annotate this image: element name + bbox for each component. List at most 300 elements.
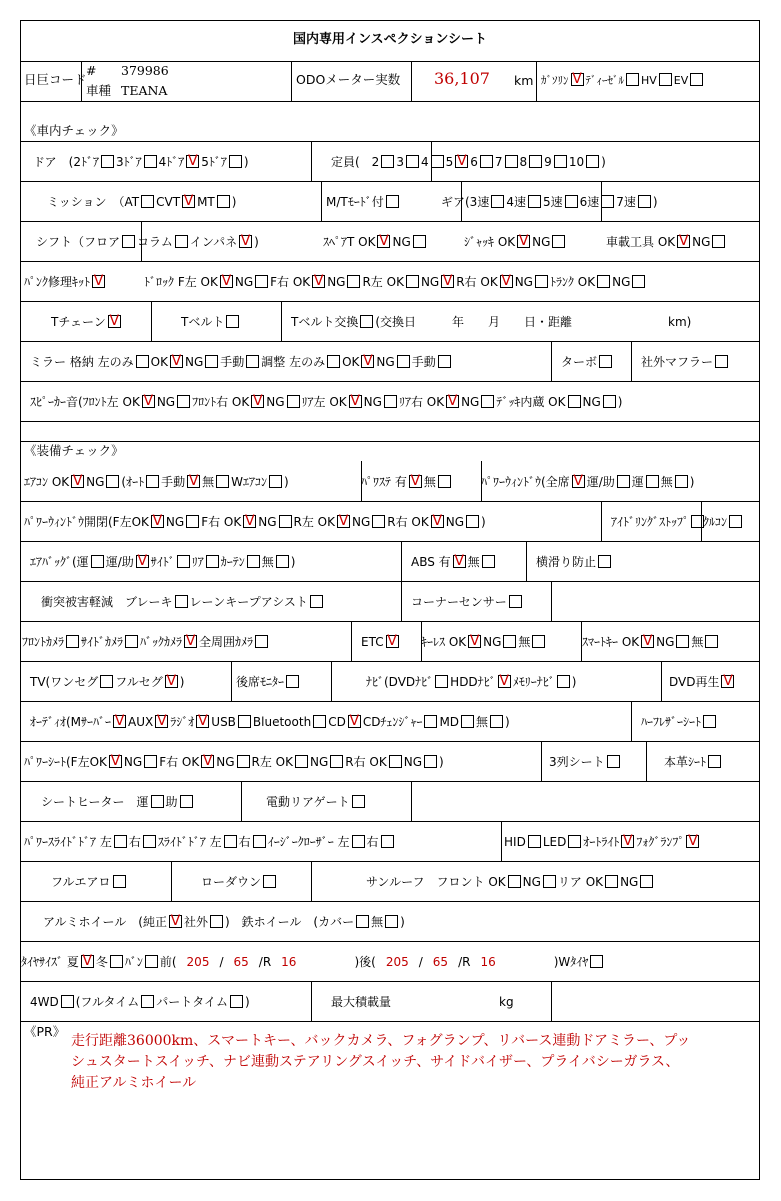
checkbox-checked[interactable]	[453, 555, 466, 568]
item-label: ｽﾋﾟｰｶｰ音(ﾌﾛﾝﾄ左 OK	[30, 395, 140, 409]
item-label: NG	[612, 275, 631, 289]
item-label: NG	[392, 235, 411, 249]
item-label: ｷｰﾚｽ OK	[421, 635, 467, 649]
checkbox[interactable]	[406, 155, 419, 168]
checkbox[interactable]	[568, 395, 581, 408]
checkbox[interactable]	[712, 235, 725, 248]
checkbox[interactable]	[253, 835, 266, 848]
checkbox[interactable]	[226, 315, 239, 328]
check-item	[41, 594, 325, 610]
item-label: OK	[342, 355, 360, 369]
item-label: 電動リアゲート	[266, 795, 350, 809]
item-label: レーンキープアシスト	[189, 595, 308, 609]
checkbox[interactable]	[532, 635, 545, 648]
check-item	[421, 634, 547, 650]
item-label: 無	[202, 475, 215, 489]
checkbox[interactable]	[229, 155, 242, 168]
item-label: パートタイム	[156, 995, 228, 1009]
checkbox[interactable]	[638, 195, 651, 208]
checkbox[interactable]	[352, 835, 365, 848]
checkbox[interactable]	[206, 555, 219, 568]
check-item	[361, 634, 401, 650]
check-item	[331, 994, 514, 1010]
checkbox[interactable]	[238, 715, 251, 728]
item-label: ｱｲﾄﾞﾘﾝｸﾞｽﾄｯﾌﾟ	[611, 515, 690, 529]
item-label: 5	[445, 155, 454, 169]
check-item	[266, 794, 367, 810]
row-divider	[21, 661, 759, 662]
checkbox[interactable]	[113, 875, 126, 888]
checkbox[interactable]	[607, 755, 620, 768]
checkbox-checked[interactable]	[165, 675, 178, 688]
item-label: 本革ｼｰﾄ	[664, 755, 707, 769]
checkbox-checked[interactable]	[498, 675, 511, 688]
checkbox[interactable]	[389, 755, 402, 768]
checkbox[interactable]	[144, 155, 157, 168]
row-divider	[21, 861, 759, 862]
checkbox-checked[interactable]	[409, 475, 422, 488]
model-label: 車種	[86, 83, 112, 98]
checkbox-checked[interactable]	[243, 515, 256, 528]
column-divider	[331, 661, 332, 701]
item-label: )	[245, 995, 250, 1009]
checkbox[interactable]	[263, 875, 276, 888]
checkbox[interactable]	[177, 395, 190, 408]
item-label: ﾃﾞｯｷ内蔵 OK	[496, 395, 566, 409]
item-label: ｲｰｼﾞｰｸﾛｰｻﾞｰ 左	[267, 835, 350, 849]
checkbox[interactable]	[675, 475, 688, 488]
checkbox[interactable]	[347, 275, 360, 288]
check-item	[331, 154, 606, 170]
checkbox[interactable]	[100, 675, 113, 688]
checkbox[interactable]	[481, 395, 494, 408]
checkbox[interactable]	[360, 315, 373, 328]
check-item	[323, 234, 428, 250]
checkbox-checked[interactable]	[251, 395, 264, 408]
checkbox[interactable]	[310, 595, 323, 608]
check-item	[464, 234, 567, 250]
checkbox-checked[interactable]	[187, 475, 200, 488]
item-label: NG	[461, 395, 480, 409]
checkbox[interactable]	[255, 635, 268, 648]
checkbox[interactable]	[552, 235, 565, 248]
checkbox[interactable]	[205, 355, 218, 368]
checkbox-checked[interactable]	[337, 515, 350, 528]
checkbox[interactable]	[330, 755, 343, 768]
checkbox-checked[interactable]	[571, 73, 584, 86]
fuel-option-label: ﾃﾞｨｰｾﾞﾙ	[585, 74, 624, 87]
checkbox[interactable]	[598, 555, 611, 568]
checkbox-checked[interactable]	[108, 315, 121, 328]
checkbox[interactable]	[313, 715, 326, 728]
checkbox[interactable]	[482, 555, 495, 568]
checkbox[interactable]	[61, 995, 74, 1008]
checkbox[interactable]	[435, 675, 448, 688]
checkbox[interactable]	[503, 635, 516, 648]
checkbox[interactable]	[505, 155, 518, 168]
checkbox-checked[interactable]	[721, 675, 734, 688]
checkbox[interactable]	[605, 875, 618, 888]
item-label: インパネ	[189, 235, 238, 249]
checkbox[interactable]	[705, 635, 718, 648]
checkbox[interactable]	[327, 355, 340, 368]
checkbox[interactable]	[715, 355, 728, 368]
checkbox[interactable]	[180, 795, 193, 808]
checkbox[interactable]	[175, 595, 188, 608]
item-label: NG	[656, 635, 675, 649]
checkbox[interactable]	[125, 635, 138, 648]
column-divider	[661, 661, 662, 701]
check-item	[47, 194, 236, 210]
checkbox-checked[interactable]	[182, 195, 195, 208]
checkbox[interactable]	[603, 395, 616, 408]
column-divider	[551, 581, 552, 621]
column-divider	[81, 61, 82, 101]
row-divider	[21, 941, 759, 942]
checkbox[interactable]	[554, 155, 567, 168]
checkbox-checked[interactable]	[81, 955, 94, 968]
check-item	[326, 194, 401, 210]
checkbox-checked[interactable]	[155, 715, 168, 728]
checkbox-checked[interactable]	[349, 395, 362, 408]
checkbox[interactable]	[66, 635, 79, 648]
item-label: 社外マフラー	[641, 355, 714, 369]
checkbox-checked[interactable]	[386, 635, 399, 648]
column-divider	[411, 781, 412, 821]
item-label: ｻｲﾄﾞ	[150, 555, 175, 569]
item-label: 5ﾄﾞｱ	[201, 155, 227, 169]
checkbox[interactable]	[640, 875, 653, 888]
checkbox[interactable]	[646, 475, 659, 488]
tire-size-value: 205	[186, 955, 210, 969]
row-divider	[21, 381, 759, 382]
item-label: )	[571, 675, 577, 689]
checkbox[interactable]	[703, 715, 716, 728]
checkbox-checked[interactable]	[136, 555, 149, 568]
checkbox-checked[interactable]	[641, 635, 654, 648]
checkbox[interactable]	[269, 475, 282, 488]
checkbox-checked[interactable]	[455, 155, 468, 168]
checkbox[interactable]	[210, 915, 223, 928]
checkbox[interactable]	[145, 955, 158, 968]
checkbox-checked[interactable]	[196, 715, 209, 728]
item-label: 右	[238, 835, 251, 849]
checkbox-checked[interactable]	[71, 475, 84, 488]
item-label: 全周囲ｶﾒﾗ	[199, 635, 254, 649]
checkbox[interactable]	[216, 475, 229, 488]
checkbox[interactable]	[247, 555, 260, 568]
checkbox-checked[interactable]	[142, 395, 155, 408]
checkbox[interactable]	[217, 195, 230, 208]
item-label: フルセグ	[115, 675, 163, 689]
item-label: 6	[470, 155, 478, 169]
checkbox[interactable]	[151, 795, 164, 808]
item-label: 手動	[220, 355, 245, 369]
item-label: コラム	[137, 235, 173, 249]
check-item	[641, 714, 718, 730]
checkbox-checked[interactable]	[184, 635, 197, 648]
checkbox[interactable]	[177, 555, 190, 568]
checkbox[interactable]	[136, 355, 149, 368]
checkbox[interactable]	[617, 475, 630, 488]
checkbox-checked[interactable]	[500, 275, 513, 288]
item-label: ﾊﾟﾝｸ修理ｷｯﾄ	[24, 275, 91, 289]
row-divider	[21, 501, 759, 502]
column-divider	[351, 621, 352, 661]
checkbox-checked[interactable]	[239, 235, 252, 248]
item-label: リア OK	[557, 875, 604, 889]
checkbox[interactable]	[557, 675, 570, 688]
item-label: NG	[123, 755, 143, 769]
row-divider	[21, 261, 759, 262]
checkbox[interactable]	[385, 915, 398, 928]
checkbox[interactable]	[438, 355, 451, 368]
checkbox[interactable]	[438, 475, 451, 488]
checkbox[interactable]	[597, 275, 610, 288]
item-label: Bluetooth	[252, 715, 312, 729]
item-label: 8	[519, 155, 528, 169]
column-divider	[311, 981, 312, 1021]
equipment-check-heading: 《装備チェック》	[24, 443, 124, 458]
check-item	[504, 834, 701, 850]
item-label: TV(ワンセグ	[30, 675, 99, 689]
row-divider	[21, 981, 759, 982]
checkbox[interactable]	[528, 195, 541, 208]
item-label: ﾊﾞﾝ	[124, 955, 143, 969]
item-label: NG	[403, 755, 423, 769]
checkbox[interactable]	[590, 955, 603, 968]
checkbox[interactable]	[406, 275, 419, 288]
item-label: R左 OK	[362, 275, 404, 289]
checkbox[interactable]	[287, 395, 300, 408]
checkbox[interactable]	[424, 755, 437, 768]
checkbox[interactable]	[729, 515, 742, 528]
checkbox[interactable]	[143, 835, 156, 848]
item-label: 右	[128, 835, 141, 849]
odo-value: 36,107	[434, 69, 490, 88]
column-divider	[601, 501, 602, 541]
item-label: )	[254, 235, 259, 249]
checkbox[interactable]	[237, 755, 250, 768]
item-label: 手動	[161, 475, 186, 489]
checkbox[interactable]	[144, 755, 157, 768]
item-label: 3	[396, 155, 404, 169]
checkbox-checked[interactable]	[170, 355, 183, 368]
item-label: ターボ	[561, 355, 598, 369]
check-item	[441, 194, 658, 210]
item-label: ｴｱｺﾝ OK	[24, 475, 70, 489]
checkbox-checked[interactable]	[92, 275, 105, 288]
check-item	[144, 274, 647, 290]
tire-size-value: 16	[480, 955, 496, 969]
column-divider	[241, 781, 242, 821]
checkbox[interactable]	[141, 195, 154, 208]
checkbox[interactable]	[276, 555, 289, 568]
item-label: NG	[483, 635, 502, 649]
item-label: ) 鉄ホイール (カバー	[224, 915, 355, 929]
checkbox-checked[interactable]	[201, 755, 214, 768]
checkbox[interactable]	[599, 355, 612, 368]
column-divider	[411, 61, 412, 101]
checkbox-checked[interactable]	[312, 275, 325, 288]
item-label: ﾊﾟﾜｽﾃ 有	[361, 475, 407, 489]
item-label: 社外	[183, 915, 208, 929]
checkbox-checked[interactable]	[431, 515, 444, 528]
checkbox-checked[interactable]	[446, 395, 459, 408]
code-label: 日巨コード	[24, 72, 87, 87]
checkbox-checked[interactable]	[151, 515, 164, 528]
checkbox[interactable]	[632, 275, 645, 288]
checkbox[interactable]	[490, 715, 503, 728]
checkbox[interactable]	[384, 395, 397, 408]
item-label: シートヒーター 運	[41, 795, 149, 809]
item-label: NG	[351, 515, 371, 529]
checkbox-checked[interactable]	[348, 715, 361, 728]
checkbox[interactable]	[565, 195, 578, 208]
item-label: ｽﾍﾟｱT OK	[323, 235, 376, 249]
item-label: /	[219, 955, 224, 969]
checkbox-checked[interactable]	[220, 275, 233, 288]
item-label: (フルタイム	[75, 995, 140, 1009]
checkbox[interactable]	[543, 875, 556, 888]
checkbox[interactable]	[110, 955, 123, 968]
item-label: ギア(3速	[441, 195, 490, 209]
checkbox[interactable]	[175, 235, 188, 248]
item-label: /R	[458, 955, 471, 969]
checkbox[interactable]	[424, 715, 437, 728]
checkbox[interactable]	[101, 155, 114, 168]
checkbox[interactable]	[279, 515, 292, 528]
item-label: )	[439, 755, 444, 769]
check-item	[30, 394, 622, 410]
checkbox[interactable]	[413, 235, 426, 248]
checkbox-checked[interactable]	[113, 715, 126, 728]
check-item	[30, 354, 453, 370]
row-divider	[21, 101, 759, 102]
checkbox-checked[interactable]	[109, 755, 122, 768]
item-label: 右	[366, 835, 379, 849]
checkbox[interactable]	[601, 195, 614, 208]
checkbox[interactable]	[690, 73, 703, 86]
check-item	[24, 754, 444, 770]
checkbox[interactable]	[372, 515, 385, 528]
checkbox[interactable]	[586, 155, 599, 168]
checkbox[interactable]	[230, 995, 243, 1008]
item-label: NG	[156, 395, 176, 409]
checkbox[interactable]	[528, 835, 541, 848]
checkbox[interactable]	[186, 515, 199, 528]
checkbox-checked[interactable]	[686, 835, 699, 848]
checkbox-checked[interactable]	[169, 915, 182, 928]
checkbox-checked[interactable]	[572, 475, 585, 488]
item-label: HDDﾅﾋﾞ	[450, 675, 496, 689]
row-divider	[21, 581, 759, 582]
column-divider	[151, 301, 152, 341]
checkbox[interactable]	[626, 73, 639, 86]
checkbox[interactable]	[568, 835, 581, 848]
checkbox[interactable]	[255, 275, 268, 288]
item-label: 3ﾄﾞｱ	[115, 155, 142, 169]
tire-size-value: 65	[432, 955, 449, 969]
item-label: )	[601, 155, 606, 169]
checkbox[interactable]	[529, 155, 542, 168]
item-label: ローダウン	[201, 875, 262, 889]
item-label: 7速	[616, 195, 636, 209]
checkbox-checked[interactable]	[621, 835, 634, 848]
checkbox[interactable]	[381, 835, 394, 848]
checkbox[interactable]	[508, 875, 521, 888]
item-label: 後席ﾓﾆﾀｰ	[236, 675, 285, 689]
checkbox[interactable]	[146, 475, 159, 488]
checkbox-checked[interactable]	[186, 155, 199, 168]
checkbox[interactable]	[509, 595, 522, 608]
item-label: )	[652, 195, 658, 209]
checkbox-checked[interactable]	[361, 355, 374, 368]
checkbox[interactable]	[397, 355, 410, 368]
checkbox[interactable]	[356, 915, 369, 928]
item-label: 前(	[159, 955, 177, 969]
checkbox[interactable]	[386, 195, 399, 208]
checkbox[interactable]	[106, 475, 119, 488]
check-item	[561, 354, 614, 370]
item-label: ﾊﾟﾜｰｽﾗｲﾄﾞﾄﾞｱ 左	[24, 835, 112, 849]
checkbox[interactable]	[114, 835, 127, 848]
item-label: Wｴｱｺﾝ	[231, 475, 268, 489]
item-label: ﾘｱ	[191, 555, 204, 569]
item-label: CVT	[156, 195, 181, 209]
column-divider	[401, 541, 402, 581]
item-label: ﾄﾞﾛｯｸ F左 OK	[144, 275, 218, 289]
checkbox[interactable]	[431, 155, 444, 168]
checkbox[interactable]	[295, 755, 308, 768]
checkbox[interactable]	[676, 635, 689, 648]
checkbox[interactable]	[659, 73, 672, 86]
item-label: ﾀｲﾔｻｲｽﾞ 夏	[21, 955, 79, 969]
item-label: ﾊﾞｯｸｶﾒﾗ	[140, 635, 183, 649]
checkbox[interactable]	[480, 155, 493, 168]
check-item	[24, 834, 396, 850]
item-label: DVD再生	[669, 675, 720, 689]
checkbox[interactable]	[91, 555, 104, 568]
checkbox[interactable]	[286, 675, 299, 688]
item-label: ﾊﾟﾜｰｳｨﾝﾄﾞｳ開閉(F左OK	[24, 515, 149, 529]
check-item	[669, 674, 736, 690]
checkbox[interactable]	[461, 715, 474, 728]
checkbox[interactable]	[491, 195, 504, 208]
check-item	[536, 554, 613, 570]
checkbox[interactable]	[381, 155, 394, 168]
item-label: ドア (2ﾄﾞｱ	[33, 155, 99, 169]
item-label: )	[505, 715, 510, 729]
check-item	[201, 874, 278, 890]
checkbox[interactable]	[535, 275, 548, 288]
checkbox[interactable]	[466, 515, 479, 528]
checkbox-checked[interactable]	[517, 235, 530, 248]
checkbox-checked[interactable]	[377, 235, 390, 248]
checkbox-checked[interactable]	[441, 275, 454, 288]
checkbox[interactable]	[141, 995, 154, 1008]
checkbox[interactable]	[122, 235, 135, 248]
checkbox-checked[interactable]	[677, 235, 690, 248]
checkbox-checked[interactable]	[468, 635, 481, 648]
checkbox[interactable]	[352, 795, 365, 808]
item-label: Tチェーン	[51, 315, 106, 329]
row-divider	[21, 621, 759, 622]
item-label: ｸﾙｺﾝ	[703, 515, 728, 529]
checkbox[interactable]	[708, 755, 721, 768]
checkbox[interactable]	[224, 835, 237, 848]
checkbox[interactable]	[246, 355, 259, 368]
